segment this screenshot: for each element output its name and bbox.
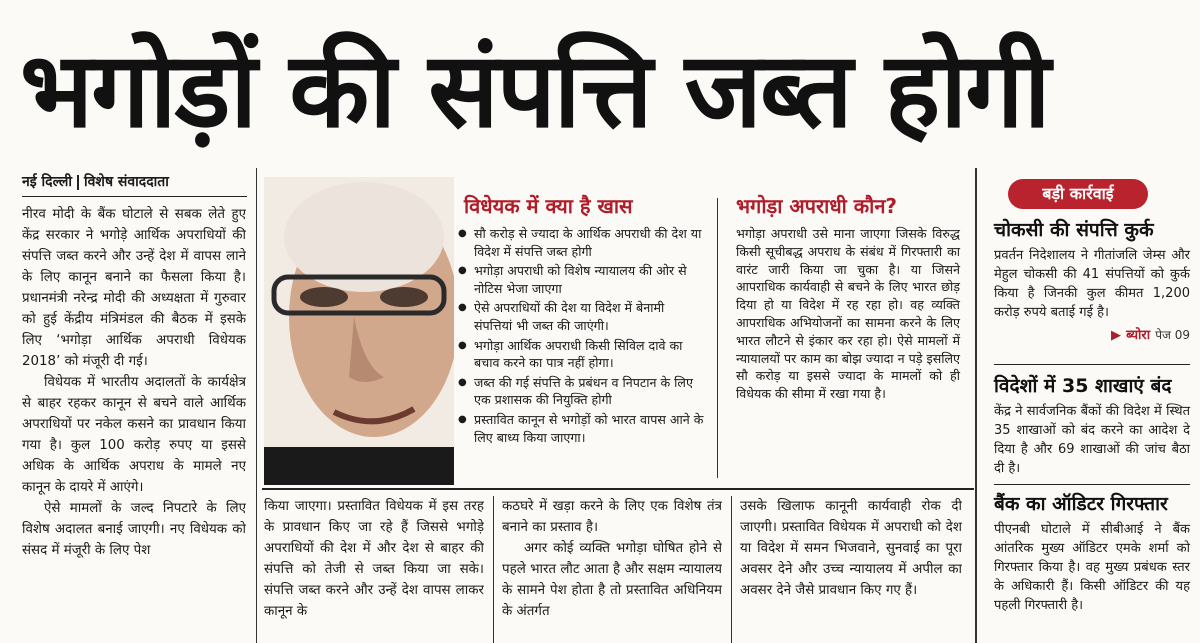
- left-paragraph: विधेयक में भारतीय अदालतों के कार्यक्षेत्र से बाहर रहकर कानून से बचने वाले आर्थिक अपराधियों पर नकेल कसने का प्रावधान किया गया है। कुल 100 करोड़ रुपए या इससे अधिक के आर्थिक अपराध के मामले नए कानून के दायरे में आएंगे।: [22, 375, 246, 495]
- bottom-column-2: [502, 496, 722, 642]
- byline-place: नई दिल्ली: [22, 174, 73, 190]
- bottom-column-1: [264, 496, 484, 642]
- reference-arrow-icon: ▶: [1111, 328, 1122, 343]
- bill-highlights-box: [458, 192, 706, 482]
- list-item: ● सौ करोड़ से ज्यादा के आर्थिक अपराधी की देश या विदेश में संपत्ति जब्त होगी: [458, 225, 706, 260]
- byline-reporter: विशेष संवाददाता: [84, 174, 169, 190]
- bottom-paragraph: कठघरे में खड़ा करने के लिए एक विशेष तंत्र बनाने का प्रस्ताव है।: [502, 499, 722, 535]
- byline-divider: [77, 175, 79, 190]
- fugitive-definition-title: भगोड़ा अपराधी कौन?: [736, 194, 898, 218]
- sidebar-rule: [994, 484, 1190, 485]
- left-column: [22, 204, 246, 640]
- left-paragraph: नीरव मोदी के बैंक घोटाले से सबक लेते हुए केंद्र सरकार ने भगोड़े आर्थिक अपराधियों की संपत्ति जब्त करने और उन्हें देश में वापस लाने के लिए कानून बनाने का फैसला किया है। प्रधानमंत्री नरेन्द्र मोदी की अध्यक्षता में गुरुवार को हुई केंद्रीय मंत्रिमंडल की बैठक में इसके लिए ‘भगोड़ा आर्थिक अपराधी विधेयक 2018’ को मंजूरी दी गई।: [22, 207, 246, 369]
- fugitive-definition-box: [736, 192, 960, 482]
- list-item: ● भगोड़ा अपराधी को विशेष न्यायालय की ओर से नोटिस भेजा जाएगा: [458, 262, 706, 297]
- sidebar-label: बड़ी कार्रवाई: [1008, 179, 1148, 209]
- headline: भगोड़ों की संपत्ति जब्त होगी: [20, 29, 1049, 151]
- fugitive-definition-text: भगोड़ा अपराधी उसे माना जाएगा जिसके विरुद्ध किसी सूचीबद्ध अपराध के संबंध में गिरफ्तारी का वारंट जारी किया जा चुका है। या जिसने आपराधिक कार्यवाही से बचने के लिए भारत छोड़ दिया हो या विदेश में रह रहा हो। वह व्यक्ति आपराधिक अभियोजनों का सामना करने के लिए भारत लौटने से इंकार कर रहा हो। ऐसे मामलों में न्यायालयों पर काम का बोझ ज्यादा न पड़े इसलिए सौ करोड़ या इससे ज्यादा के मामलों को ही विधेयक की सीमा में रखा गया है।: [736, 226, 960, 402]
- list-item: ● ऐसे अपराधियों की देश या विदेश में बेनामी संपत्तियां भी जब्त की जाएंगी।: [458, 299, 706, 334]
- sidebar-text: प्रवर्तन निदेशालय ने गीतांजलि जेम्स और मेहुल चोकसी की 41 संपत्तियों को कुर्क किया है जिनकी कुल कीमत 1,200 करोड़ रुपये बताई गई है।: [994, 248, 1190, 320]
- bottom-column-3: [740, 496, 962, 642]
- byline-rule: [22, 196, 247, 197]
- bottom-paragraph: किया जाएगा। प्रस्तावित विधेयक में इस तरह के प्रावधान किए जा रहे हैं जिससे भगोड़े अपराधियों की देश में और देश से बाहर की संपत्ति को तेजी से जब्त किया जा सके। संपत्ति जब्त करने और उन्हें देश वापस लाकर कानून के: [264, 499, 484, 619]
- sidebar-heading: विदेशों में 35 शाखाएं बंद: [994, 375, 1172, 397]
- list-item: ● भगोड़ा आर्थिक अपराधी किसी सिविल दावे का बचाव करने का पात्र नहीं होगा।: [458, 337, 706, 372]
- sidebar-item-3: [994, 490, 1190, 615]
- bill-highlights-title: विधेयक में क्या है खास: [464, 194, 633, 218]
- sidebar-item-1: [994, 216, 1190, 343]
- bill-highlights-list: [458, 225, 706, 446]
- bottom-paragraph: अगर कोई व्यक्ति भगोड़ा घोषित होने से पहले भारत लौट आता है और सक्षम न्यायालय के सामने पेश होता है तो प्रस्तावित अधिनियम के अंतर्गत: [502, 541, 722, 619]
- column-divider: [256, 168, 257, 643]
- box-bottom-rule: [262, 488, 974, 490]
- sidebar-divider: [975, 168, 977, 643]
- sidebar-text: पीएनबी घोटाले में सीबीआई ने बैंक आंतरिक मुख्य ऑडिटर एमके शर्मा को गिरफ्तार किया है। वह मुख्य प्रबंधक स्तर के अधिकारी हैं। किसी ऑडिटर की यह पहली गिरफ्तारी है।: [994, 522, 1190, 613]
- sidebar-heading: बैंक का ऑडिटर गिरफ्तार: [994, 493, 1168, 515]
- left-paragraph: ऐसे मामलों के जल्द निपटारे के लिए विशेष अदालत बनाई जाएगी। नए विधेयक को संसद में मंजूरी के लिए पेश: [22, 501, 246, 558]
- sidebar-text: केंद्र ने सार्वजनिक बैंकों की विदेश में स्थित 35 शाखाओं को बंद करने का आदेश दे दिया है और 69 शाखाओं की जांच बैठा दी है।: [994, 404, 1190, 476]
- reference-label: ब्योरा: [1126, 328, 1151, 343]
- reference-page: पेज 09: [1155, 328, 1190, 342]
- box-divider: [717, 198, 718, 478]
- list-item: ● प्रस्तावित कानून से भगोड़ों को भारत वापस आने के लिए बाध्य किया जाएगा।: [458, 411, 706, 446]
- page-reference: [994, 324, 1190, 343]
- column-divider: [493, 496, 494, 643]
- column-divider: [731, 496, 732, 643]
- byline: [22, 172, 169, 191]
- portrait-illustration: [264, 177, 454, 485]
- politician-photo: [264, 177, 454, 485]
- sidebar-heading: चोकसी की संपत्ति कुर्क: [994, 219, 1154, 241]
- sidebar-item-2: [994, 372, 1190, 478]
- bottom-paragraph: उसके खिलाफ कानूनी कार्यवाही रोक दी जाएगी। प्रस्तावित विधेयक में अपराधी को देश या विदेश में समन भिजवाने, सुनवाई का पूरा अवसर देने और उच्च न्यायालय में अपील का अवसर देने जैसे प्रावधान किए गए हैं।: [740, 499, 962, 598]
- list-item: ● जब्त की गई संपत्ति के प्रबंधन व निपटान के लिए एक प्रशासक की नियुक्ति होगी: [458, 374, 706, 409]
- sidebar-rule: [994, 364, 1190, 365]
